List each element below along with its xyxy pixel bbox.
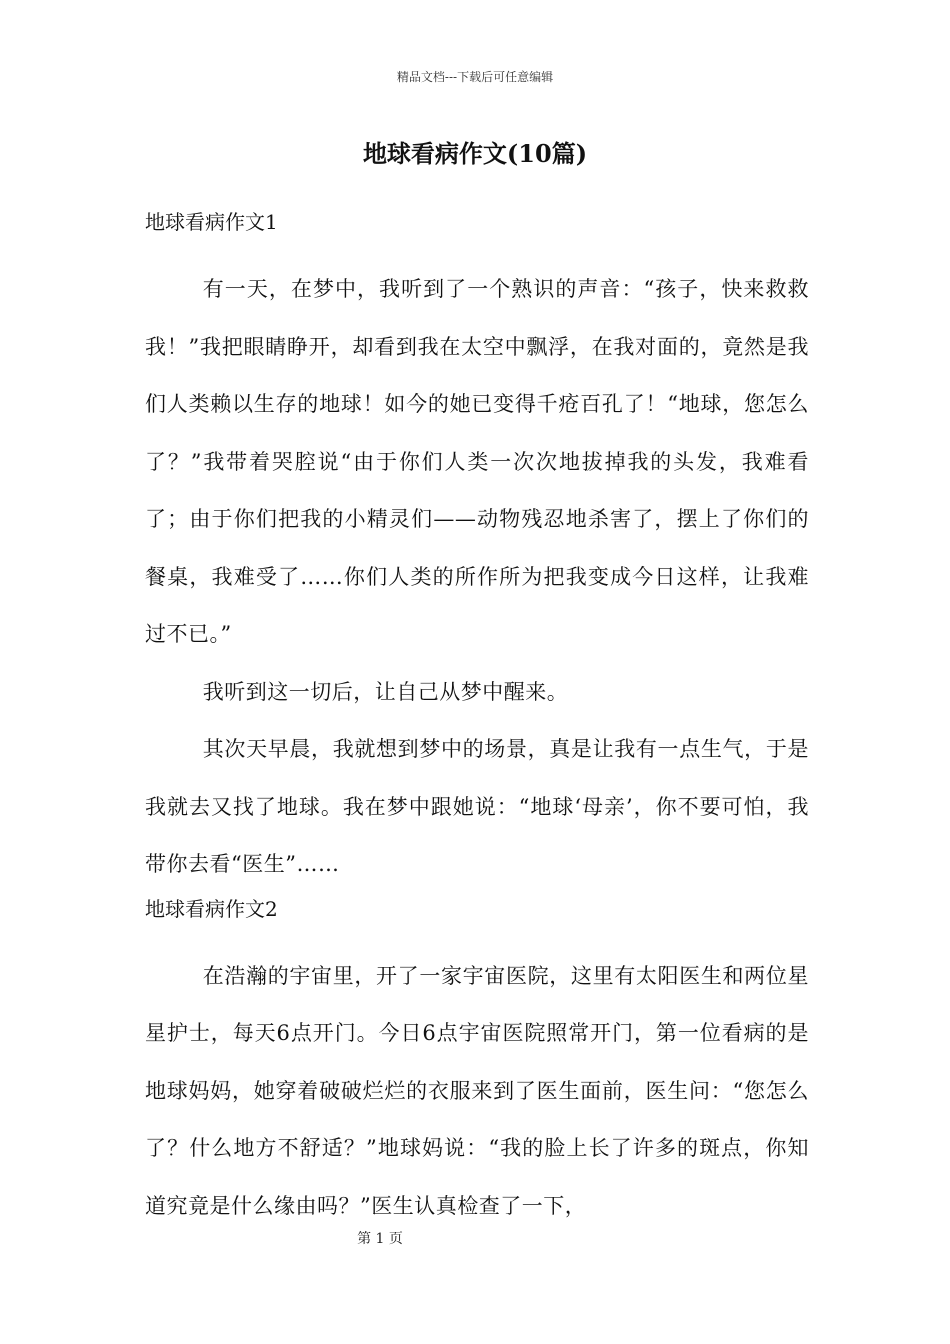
document-title: 地球看病作文(10篇) xyxy=(362,139,588,168)
paragraph: 在浩瀚的宇宙里，开了一家宇宙医院，这里有太阳医生和两位星星护士，每天6点开门。今日6点宇宙医院照常开门，第一位看病的是地球妈妈，她穿着破破烂烂的衣服来到了医生面前，医生问：“您怎么了？什么地方不舒适？”地球妈说：“我的脸上长了许多的斑点，你知道究竟是什么缘由吗？”医生认真检查了一下， xyxy=(145,963,809,1218)
page-header: 精品文档---下载后可任意编辑 xyxy=(396,70,554,84)
paragraph: 我听到这一切后，让自己从梦中醒来。 xyxy=(202,679,569,704)
section-heading: 地球看病作文1 xyxy=(145,210,278,234)
paragraph: 有一天，在梦中，我听到了一个熟识的声音：“孩子，快来救救我！”我把眼睛睁开，却看到我在太空中飘浮，在我对面的，竟然是我们人类赖以生存的地球！如今的她已变得千疮百孔了！“地球，您怎么了？”我带着哭腔说“由于你们人类一次次地拔掉我的头发，我难看了；由于你们把我的小精灵们——动物残忍地杀害了，摆上了你们的餐桌，我难受了……你们人类的所作所为把我变成今日这样，让我难过不已。” xyxy=(145,277,809,646)
page-number: 第 1 页 xyxy=(357,1231,403,1247)
document-body xyxy=(145,203,809,1235)
section-heading: 地球看病作文2 xyxy=(145,896,278,921)
paragraph: 其次天早晨，我就想到梦中的场景，真是让我有一点生气，于是我就去又找了地球。我在梦中跟她说：“地球‘母亲’，你不要可怕，我带你去看“医生”…… xyxy=(145,737,809,876)
